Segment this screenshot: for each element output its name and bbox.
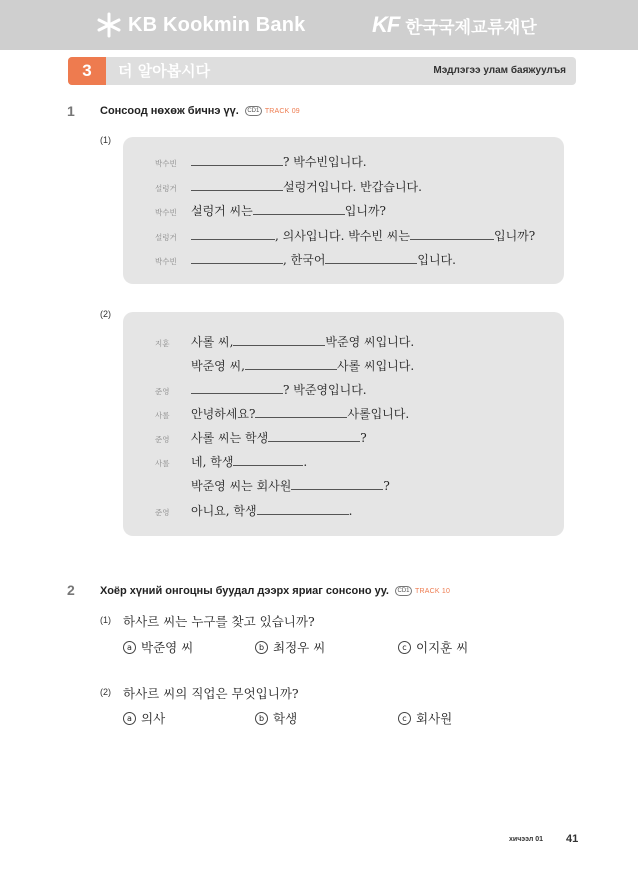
- question-2-item-1-label: (1): [100, 615, 111, 625]
- cd-icon: CD1: [395, 586, 412, 596]
- dialogue-text: 설렁거 씨는: [191, 204, 253, 218]
- choice-b[interactable]: [255, 709, 297, 727]
- korea-foundation-logo: [372, 12, 537, 38]
- answer-blank[interactable]: [268, 430, 360, 442]
- part-2-label: (2): [100, 309, 111, 319]
- choice-marker: a: [123, 641, 136, 654]
- choice-a[interactable]: [123, 709, 165, 727]
- question-2-item-2-text: 하사르 씨의 직업은 무엇입니까?: [123, 686, 299, 701]
- answer-blank[interactable]: [191, 154, 283, 166]
- choice-b[interactable]: [255, 638, 325, 656]
- question-1-instruction: [100, 105, 300, 117]
- dialogue-line: [155, 227, 535, 244]
- question-2-item-2-label: (2): [100, 687, 111, 697]
- dialogue-text: 사롤입니다.: [347, 407, 410, 421]
- dialogue-text: 네, 학생: [191, 455, 234, 469]
- part-1-label: (1): [100, 135, 111, 145]
- dialogue-text: , 의사입니다. 박수빈 씨는: [275, 229, 410, 243]
- dialogue-text: ? 박준영입니다.: [283, 383, 367, 397]
- section-number: 3: [68, 57, 106, 85]
- dialogue-text: 사롤 씨,: [191, 335, 234, 349]
- speaker-label: 사롤: [155, 411, 170, 420]
- dialogue-line: [155, 202, 386, 219]
- answer-blank[interactable]: [255, 406, 347, 418]
- kb-star-icon: [96, 12, 122, 38]
- track-label: TRACK 10: [415, 587, 451, 595]
- dialogue-line: [155, 405, 409, 422]
- answer-blank[interactable]: [245, 358, 337, 370]
- answer-blank[interactable]: [233, 454, 303, 466]
- choice-text: 최정우 씨: [273, 640, 326, 655]
- answer-blank[interactable]: [191, 382, 283, 394]
- choice-c[interactable]: [398, 709, 452, 727]
- speaker-label: 박수빈: [155, 208, 177, 217]
- lesson-label: хичээл 01: [509, 836, 543, 843]
- question-1-text: Сонсоод нөхөж бичнэ үү.: [100, 105, 239, 117]
- dialogue-text: 입니다.: [417, 253, 456, 267]
- choice-marker: a: [123, 712, 136, 725]
- speaker-label: 설렁거: [155, 184, 177, 193]
- dialogue-line: [155, 381, 367, 398]
- speaker-label: 준영: [155, 435, 170, 444]
- dialogue-line: [155, 453, 307, 470]
- speaker-label: 준영: [155, 508, 170, 517]
- top-banner: [0, 0, 638, 50]
- question-2-instruction: [100, 585, 450, 597]
- dialogue-line: [155, 477, 390, 494]
- dialogue-line: [155, 502, 352, 519]
- dialogue-line: [155, 251, 456, 268]
- dialogue-text: 사롤 씨입니다.: [337, 359, 415, 373]
- speaker-label: 준영: [155, 387, 170, 396]
- dialogue-text: .: [348, 504, 353, 518]
- choice-a[interactable]: [123, 638, 193, 656]
- speaker-label: 사롤: [155, 459, 170, 468]
- dialogue-line: [155, 178, 422, 195]
- dialogue-text: ?: [383, 479, 390, 493]
- answer-blank[interactable]: [233, 334, 325, 346]
- kf-mark: KF: [372, 12, 400, 37]
- track-label: TRACK 09: [264, 107, 300, 115]
- speaker-label: 박수빈: [155, 159, 177, 168]
- dialogue-text: 입니까?: [494, 229, 536, 243]
- dialogue-text: 아니요, 학생: [191, 504, 257, 518]
- kb-kookmin-bank-logo: [96, 12, 305, 38]
- section-subtitle: Мэдлэгээ улам баяжуулъя: [433, 65, 566, 76]
- page-number: 41: [566, 833, 579, 845]
- choice-text: 박준영 씨: [141, 640, 194, 655]
- answer-blank[interactable]: [191, 252, 283, 264]
- choice-marker: c: [398, 712, 411, 725]
- dialogue-text: .: [303, 455, 308, 469]
- dialogue-text: 사롤 씨는 학생: [191, 431, 269, 445]
- choice-text: 회사원: [416, 711, 453, 726]
- answer-blank[interactable]: [257, 503, 349, 515]
- answer-blank[interactable]: [191, 228, 275, 240]
- answer-blank[interactable]: [253, 203, 345, 215]
- dialogue-text: , 한국어: [283, 253, 326, 267]
- dialogue-text: 박준영 씨는 회사원: [191, 479, 292, 493]
- choice-text: 의사: [141, 711, 166, 726]
- dialogue-line: [155, 429, 367, 446]
- dialogue-text: 입니까?: [344, 204, 386, 218]
- speaker-label: 박수빈: [155, 257, 177, 266]
- dialogue-text: ?: [360, 431, 367, 445]
- choice-marker: b: [255, 641, 268, 654]
- dialogue-line: [155, 357, 414, 374]
- speaker-label: 지훈: [155, 339, 170, 348]
- dialogue-text: 박준영 씨입니다.: [325, 335, 415, 349]
- choice-c[interactable]: [398, 638, 468, 656]
- dialogue-text: 박준영 씨,: [191, 359, 245, 373]
- dialogue-line: [155, 153, 367, 170]
- choice-marker: b: [255, 712, 268, 725]
- choice-text: 학생: [273, 711, 298, 726]
- answer-blank[interactable]: [325, 252, 417, 264]
- answer-blank[interactable]: [410, 228, 494, 240]
- dialogue-line: [155, 333, 414, 350]
- answer-blank[interactable]: [191, 179, 283, 191]
- section-title: 더 알아봅시다: [118, 62, 211, 80]
- question-2-item-1-text: 하사르 씨는 누구를 찾고 있습니까?: [123, 614, 315, 629]
- kf-logo-text: 한국국제교류재단: [405, 17, 537, 38]
- dialogue-text: 안녕하세요?: [191, 407, 256, 421]
- question-2-text: Хоёр хүний онгоцны буудал дээрх яриаг сонсоно уу.: [100, 585, 389, 597]
- kb-logo-text: KB Kookmin Bank: [128, 13, 306, 36]
- dialogue-text: ? 박수빈입니다.: [283, 155, 367, 169]
- answer-blank[interactable]: [291, 478, 383, 490]
- question-2-number: 2: [67, 582, 75, 598]
- dialogue-text: 설렁거입니다. 반갑습니다.: [283, 180, 422, 194]
- cd-icon: CD1: [245, 106, 262, 116]
- choice-marker: c: [398, 641, 411, 654]
- speaker-label: 설렁거: [155, 233, 177, 242]
- choice-text: 이지훈 씨: [416, 640, 469, 655]
- question-1-number: 1: [67, 103, 75, 119]
